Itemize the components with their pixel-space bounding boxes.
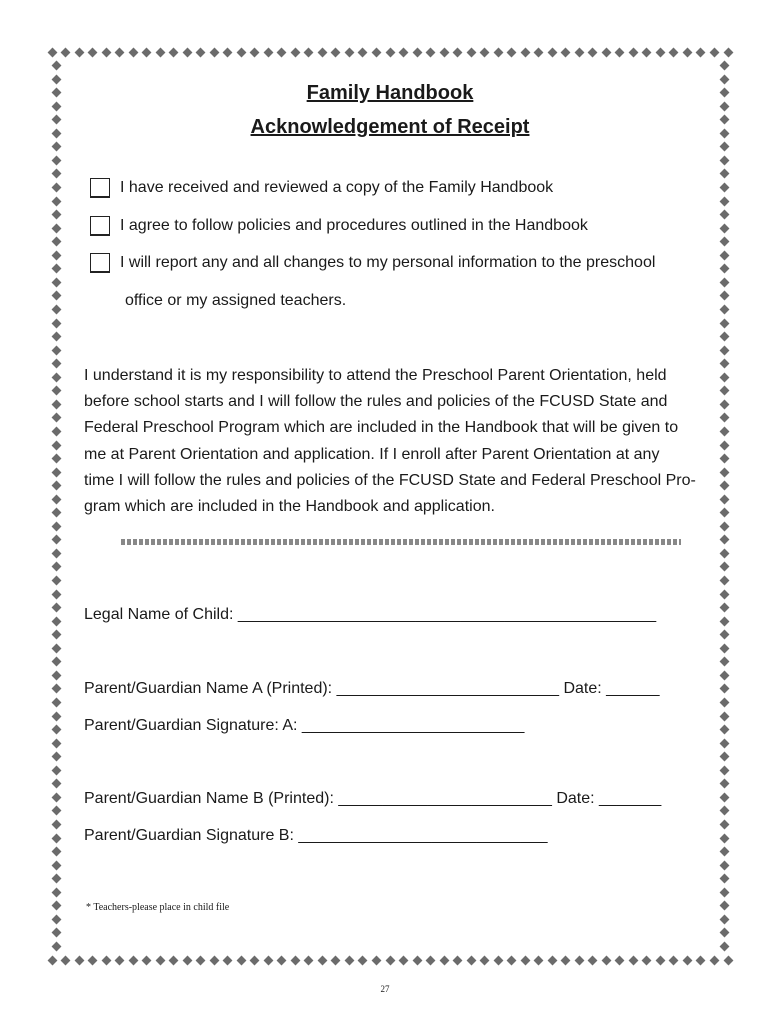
border-diamond [561,47,571,57]
border-diamond [250,47,260,57]
border-diamond [51,521,61,531]
border-diamond [520,955,530,965]
page-number: 27 [380,984,390,994]
border-diamond [719,589,729,599]
border-diamond [51,643,61,653]
border-diamond [51,860,61,870]
checkbox-row-received[interactable] [90,178,553,198]
border-diamond [169,47,179,57]
border-diamond [331,47,341,57]
border-diamond [344,47,354,57]
border-diamond [304,955,314,965]
border-diamond [155,955,165,965]
border-diamond [51,386,61,396]
border-diamond [277,955,287,965]
border-diamond [385,955,395,965]
border-diamond [331,955,341,965]
checkbox-row-report[interactable] [90,253,655,273]
border-diamond [574,47,584,57]
border-diamond [74,47,84,57]
border-diamond [196,47,206,57]
border-diamond [719,698,729,708]
border-diamond [385,47,395,57]
border-diamond [51,467,61,477]
border-diamond [601,955,611,965]
border-diamond [719,779,729,789]
border-diamond [480,955,490,965]
border-diamond [51,508,61,518]
border-diamond [101,47,111,57]
border-diamond [51,142,61,152]
border-diamond [426,47,436,57]
border-diamond [88,955,98,965]
border-diamond [51,427,61,437]
document-title: Family Handbook [306,82,474,104]
border-diamond [51,440,61,450]
border-diamond [682,955,692,965]
border-diamond [182,955,192,965]
border-diamond [574,955,584,965]
border-diamond [51,562,61,572]
border-diamond [51,914,61,924]
border-diamond [236,47,246,57]
paragraph-line: before school starts and I will follow the rules and policies of the FCUSD State and [84,393,668,411]
border-diamond [480,47,490,57]
border-diamond [719,169,729,179]
border-diamond [51,874,61,884]
border-diamond [439,955,449,965]
border-diamond [719,941,729,951]
border-diamond [51,941,61,951]
border-diamond [51,155,61,165]
border-diamond [51,779,61,789]
border-diamond [520,47,530,57]
parent-b-name-field[interactable]: Parent/Guardian Name B (Printed): ________________________ Date: _______ [84,790,662,807]
border-diamond [169,955,179,965]
border-diamond [719,603,729,613]
border-diamond [719,914,729,924]
border-diamond [51,413,61,423]
border-diamond [534,47,544,57]
border-diamond [719,399,729,409]
border-diamond [51,928,61,938]
border-diamond [263,955,273,965]
border-diamond [719,210,729,220]
border-diamond [155,47,165,57]
border-diamond [719,155,729,165]
border-diamond [719,535,729,545]
border-diamond [250,955,260,965]
border-diamond [719,413,729,423]
parent-a-name-field[interactable]: Parent/Guardian Name A (Printed): _________________________ Date: ______ [84,680,660,697]
border-diamond [51,454,61,464]
border-diamond [372,47,382,57]
border-diamond [669,47,679,57]
border-diamond [719,792,729,802]
border-diamond [290,47,300,57]
paragraph-line: gram which are included in the Handbook and application. [84,498,495,516]
checkbox-label: I agree to follow policies and procedures outlined in the Handbook [120,217,588,234]
border-diamond [51,237,61,247]
border-diamond [115,47,125,57]
border-diamond [51,711,61,721]
border-diamond [719,847,729,857]
border-diamond [51,684,61,694]
border-diamond [439,47,449,57]
border-diamond [719,454,729,464]
border-diamond [719,576,729,586]
checkbox-row-agree[interactable] [90,216,588,236]
border-diamond [719,264,729,274]
section-divider [121,539,681,545]
paragraph-line: time I will follow the rules and policies of the FCUSD State and Federal Preschool Pro- [84,471,696,489]
border-diamond [223,955,233,965]
border-diamond [277,47,287,57]
border-diamond [290,955,300,965]
border-diamond [51,847,61,857]
border-diamond [51,332,61,342]
border-diamond [61,47,71,57]
border-diamond [507,955,517,965]
border-diamond [655,955,665,965]
paragraph-line: Federal Preschool Program which are included in the Handbook that will be given to [84,419,679,437]
border-diamond [412,955,422,965]
border-diamond [719,684,729,694]
border-diamond [719,250,729,260]
border-diamond [655,47,665,57]
border-diamond [51,752,61,762]
border-diamond [51,698,61,708]
border-diamond [51,901,61,911]
checkbox-agree[interactable] [90,216,110,236]
border-diamond [51,372,61,382]
border-diamond [719,820,729,830]
border-diamond [453,47,463,57]
border-diamond [547,47,557,57]
border-diamond [51,250,61,260]
border-diamond [51,792,61,802]
border-diamond [719,386,729,396]
responsibility-paragraph [84,363,694,520]
border-diamond [628,47,638,57]
border-diamond [719,61,729,71]
border-diamond [719,467,729,477]
border-diamond [209,955,219,965]
border-diamond [719,291,729,301]
checkbox-received[interactable] [90,178,110,198]
border-diamond [128,47,138,57]
border-diamond [196,955,206,965]
border-diamond [719,874,729,884]
border-diamond [317,47,327,57]
border-diamond [493,955,503,965]
border-diamond [719,277,729,287]
border-diamond [236,955,246,965]
border-diamond [719,806,729,816]
border-diamond [719,752,729,762]
border-diamond [51,657,61,667]
border-diamond [466,955,476,965]
border-diamond [719,765,729,775]
border-diamond [719,562,729,572]
border-diamond [344,955,354,965]
border-diamond [51,210,61,220]
border-diamond [719,643,729,653]
border-diamond [534,955,544,965]
border-diamond [642,47,652,57]
border-diamond [51,765,61,775]
border-diamond [223,47,233,57]
border-diamond [358,955,368,965]
border-diamond [719,223,729,233]
border-diamond [719,359,729,369]
border-diamond [719,196,729,206]
border-diamond [51,183,61,193]
border-diamond [51,359,61,369]
border-diamond [719,494,729,504]
border-diamond [426,955,436,965]
parent-b-signature-field[interactable]: Parent/Guardian Signature B: ____________________________ [84,827,548,844]
border-diamond [47,955,57,965]
paragraph-line: I understand it is my responsibility to attend the Preschool Parent Orientation, held [84,367,667,384]
border-diamond [719,142,729,152]
border-diamond [51,305,61,315]
border-diamond [493,47,503,57]
border-diamond [615,47,625,57]
border-diamond [399,47,409,57]
border-diamond [182,47,192,57]
border-diamond [142,955,152,965]
document-subtitle: Acknowledgement of Receipt [250,116,530,138]
border-diamond [719,833,729,843]
border-diamond [719,901,729,911]
paragraph-line: me at Parent Orientation and application. If I enroll after Parent Orientation at any [84,445,660,463]
border-diamond [710,47,720,57]
border-diamond [719,616,729,626]
border-diamond [719,860,729,870]
border-diamond [51,589,61,599]
border-diamond [51,820,61,830]
border-diamond [547,955,557,965]
teacher-footnote: * Teachers-please place in child file [86,902,230,913]
border-diamond [719,711,729,721]
border-diamond [51,277,61,287]
border-diamond [51,345,61,355]
border-diamond [719,332,729,342]
border-diamond [601,47,611,57]
border-diamond [719,345,729,355]
border-diamond [51,603,61,613]
border-diamond [51,481,61,491]
border-diamond [696,955,706,965]
border-diamond [317,955,327,965]
border-diamond [588,955,598,965]
checkbox-continuation: office or my assigned teachers. [125,292,347,309]
border-diamond [51,223,61,233]
border-diamond [51,291,61,301]
border-diamond [358,47,368,57]
border-diamond [719,508,729,518]
border-diamond [51,535,61,545]
border-diamond [51,630,61,640]
border-diamond [719,738,729,748]
border-diamond [61,955,71,965]
border-diamond [719,928,729,938]
checkbox-label: I have received and reviewed a copy of the Family Handbook [120,179,554,196]
border-diamond [399,955,409,965]
border-diamond [682,47,692,57]
border-diamond [723,955,733,965]
border-diamond [51,318,61,328]
border-diamond [372,955,382,965]
border-diamond [51,399,61,409]
border-diamond [128,955,138,965]
border-diamond [412,47,422,57]
border-diamond [719,440,729,450]
checkbox-label: I will report any and all changes to my personal information to the preschool [120,254,656,271]
border-diamond [719,427,729,437]
border-diamond [507,47,517,57]
border-diamond [615,955,625,965]
border-diamond [719,183,729,193]
border-diamond [719,670,729,680]
border-diamond [719,630,729,640]
border-diamond [115,955,125,965]
border-diamond [51,264,61,274]
border-diamond [719,521,729,531]
border-diamond [88,47,98,57]
border-diamond [669,955,679,965]
border-diamond [719,237,729,247]
border-diamond [304,47,314,57]
border-diamond [719,305,729,315]
border-diamond [51,494,61,504]
border-diamond [719,481,729,491]
border-diamond [47,47,57,57]
border-diamond [719,657,729,667]
border-diamond [51,196,61,206]
border-diamond [561,955,571,965]
border-diamond [696,47,706,57]
border-diamond [51,616,61,626]
border-diamond [628,955,638,965]
border-diamond [453,955,463,965]
border-diamond [51,725,61,735]
border-diamond [51,576,61,586]
border-diamond [263,47,273,57]
border-diamond [719,372,729,382]
border-diamond [51,833,61,843]
border-diamond [466,47,476,57]
border-diamond [51,806,61,816]
border-diamond [51,887,61,897]
border-diamond [51,670,61,680]
border-diamond [51,61,61,71]
border-diamond [51,169,61,179]
border-diamond [719,887,729,897]
child-name-field[interactable]: Legal Name of Child: _______________________________________________ [84,606,657,623]
border-diamond [51,548,61,558]
border-diamond [719,318,729,328]
border-diamond [723,47,733,57]
border-diamond [710,955,720,965]
border-diamond [719,548,729,558]
border-diamond [719,725,729,735]
border-diamond [142,47,152,57]
border-diamond [209,47,219,57]
checkbox-report[interactable] [90,253,110,273]
border-diamond [642,955,652,965]
border-diamond [588,47,598,57]
parent-a-signature-field[interactable]: Parent/Guardian Signature: A: _________________________ [84,717,525,734]
border-diamond [74,955,84,965]
border-diamond [51,738,61,748]
border-diamond [101,955,111,965]
